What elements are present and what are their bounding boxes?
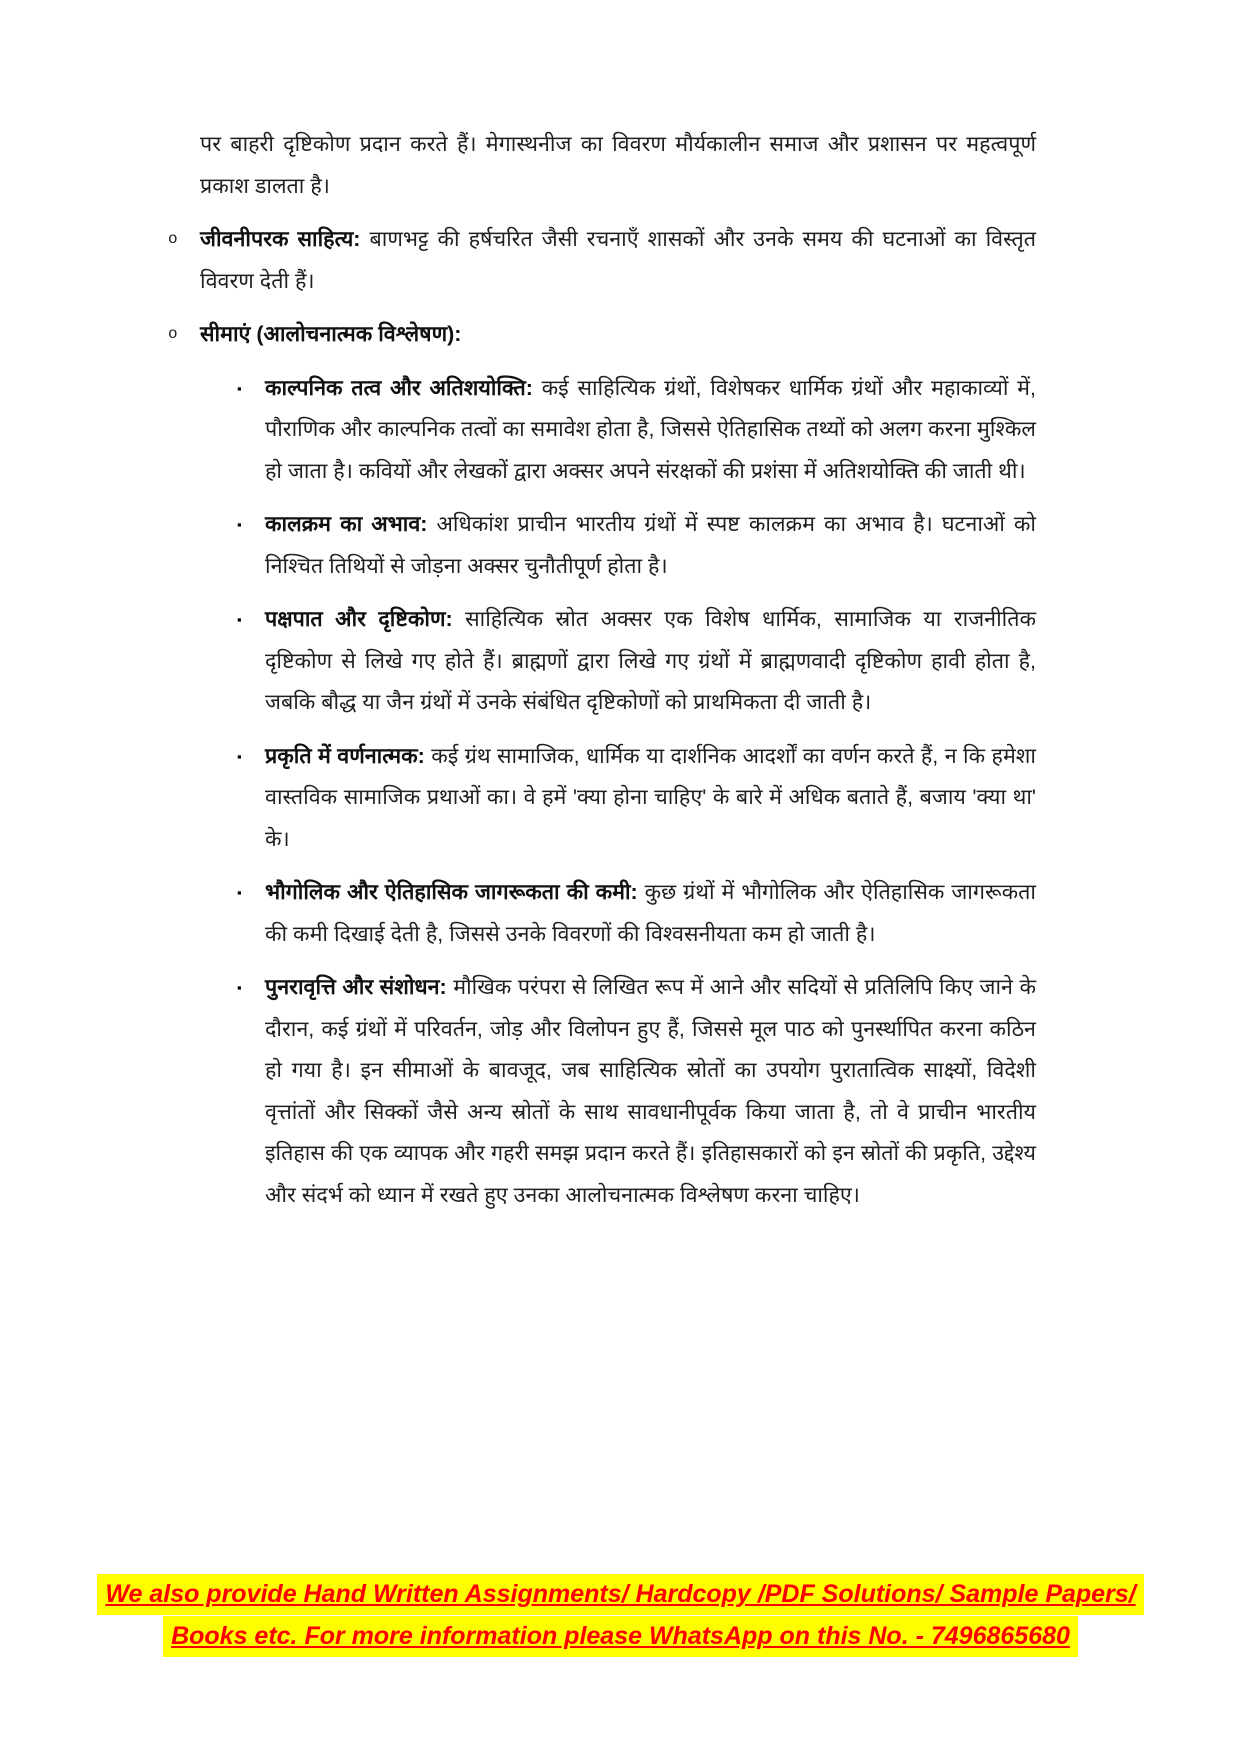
list-item-label: कालक्रम का अभाव:: [265, 512, 428, 536]
list-item-body: मौखिक परंपरा से लिखित रूप में आने और सदियों से प्रतिलिपि किए जाने के दौरान, कई ग्रंथों में परिवर्तन, जोड़ और विलोपन हुए हैं, जिससे मूल पाठ को पुनर्स्थापित करना कठिन हो गया है। इन सीमाओं के बावजूद, जब साहित्यिक स्रोतों का उपयोग पुरातात्विक साक्ष्यों, विदेशी वृत्तांतों और सिक्कों जैसे अन्य स्रोतों के साथ सावधानीपूर्वक किया जाता है, तो वे प्राचीन भारतीय इतिहास की एक व्यापक और गहरी समझ प्रदान करते हैं। इतिहासकारों को इन स्रोतों की प्रकृति, उद्देश्य और संदर्भ को ध्यान में रखते हुए उनका आलोचनात्मक विश्लेषण करना चाहिए।: [265, 975, 1036, 1207]
list-item-label: जीवनीपरक साहित्य:: [200, 227, 361, 251]
footer-promo-line-2: Books etc. For more information please WhatsApp on this No. - 7496865680: [163, 1616, 1078, 1657]
list-item-label: पक्षपात और दृष्टिकोण:: [265, 607, 453, 631]
circle-bullet: o: [168, 325, 178, 343]
list-item-body: साहित्यिक स्रोत अक्सर एक विशेष धार्मिक, सामाजिक या राजनीतिक दृष्टिकोण से लिखे गए होते हैं। ब्राह्मणों द्वारा लिखे गए ग्रंथों में ब्राह्मणवादी दृष्टिकोण हावी होता है, जबकि बौद्ध या जैन ग्रंथों में उनके संबंधित दृष्टिकोणों को प्राथमिकता दी जाती है।: [265, 607, 1036, 714]
list-item-chronology-absence: [237, 504, 1036, 587]
square-bullet: ▪: [237, 980, 242, 995]
list-item-label: भौगोलिक और ऐतिहासिक जागरूकता की कमी:: [265, 880, 638, 904]
list-item-label: काल्पनिक तत्व और अतिशयोक्ति:: [265, 375, 533, 400]
list-item-fictional-elements: [237, 368, 1036, 493]
list-item-body: अधिकांश प्राचीन भारतीय ग्रंथों में स्पष्ट कालक्रम का अभाव है। घटनाओं को निश्चित तिथियों से जोड़ना अक्सर चुनौतीपूर्ण होता है।: [265, 512, 1036, 578]
list-item-text: [265, 504, 1036, 587]
list-item-text: [265, 736, 1036, 861]
list-item-label: प्रकृति में वर्णनात्मक:: [265, 743, 425, 768]
list-item-label: पुनरावृत्ति और संशोधन:: [265, 975, 447, 999]
list-item-label: सीमाएं (आलोचनात्मक विश्लेषण):: [200, 322, 462, 346]
square-bullet: ▪: [237, 885, 242, 900]
square-bullet: ▪: [237, 748, 242, 764]
list-item-text: [200, 314, 1036, 356]
list-item-body: बाणभट्ट की हर्षचरित जैसी रचनाएँ शासकों और उनके समय की घटनाओं का विस्तृत विवरण देती हैं।: [200, 227, 1037, 293]
list-item-descriptive-nature: [237, 736, 1036, 861]
list-item-limitations-heading: [168, 314, 1036, 356]
list-item-text: [265, 599, 1036, 724]
footer-promo-banner: [0, 1574, 1241, 1658]
list-item-bias-perspective: [237, 599, 1036, 724]
circle-bullet: o: [168, 230, 178, 248]
intro-paragraph: पर बाहरी दृष्टिकोण प्रदान करते हैं। मेगास्थनीज का विवरण मौर्यकालीन समाज और प्रशासन पर महत्वपूर्ण प्रकाश डालता है।: [200, 132, 1036, 198]
square-bullet: ▪: [237, 612, 242, 627]
list-item-repetition-revision: [237, 967, 1036, 1216]
square-bullet: ▪: [237, 517, 242, 532]
list-item-body: कई ग्रंथ सामाजिक, धार्मिक या दार्शनिक आदर्शों का वर्णन करते हैं, न कि हमेशा वास्तविक सामाजिक प्रथाओं का। वे हमें 'क्या होना चाहिए' के बारे में अधिक बताते हैं, बजाय 'क्या था' के।: [265, 743, 1036, 851]
list-item-body: कई साहित्यिक ग्रंथों, विशेषकर धार्मिक ग्रंथों और महाकाव्यों में, पौराणिक और काल्पनिक तत्वों का समावेश होता है, जिससे ऐतिहासिक तथ्यों को अलग करना मुश्किल हो जाता है। कवियों और लेखकों द्वारा अक्सर अपने संरक्षकों की प्रशंसा में अतिशयोक्ति की जाती थी।: [265, 375, 1036, 483]
footer-promo-line-1: We also provide Hand Written Assignments/ Hardcopy /PDF Solutions/ Sample Papers/: [97, 1574, 1143, 1615]
list-item-text: [200, 219, 1036, 302]
list-item-geo-historical-awareness: [237, 872, 1036, 955]
list-item-body: कुछ ग्रंथों में भौगोलिक और ऐतिहासिक जागरूकता की कमी दिखाई देती है, जिससे उनके विवरणों की विश्वसनीयता कम हो जाती है।: [265, 880, 1036, 946]
square-bullet: ▪: [237, 380, 242, 396]
list-item-text: [265, 967, 1036, 1216]
list-item-biographical-literature: [168, 219, 1036, 302]
list-item-text: [265, 872, 1036, 955]
document-content: [0, 124, 1241, 1228]
list-item-text: [265, 368, 1036, 493]
